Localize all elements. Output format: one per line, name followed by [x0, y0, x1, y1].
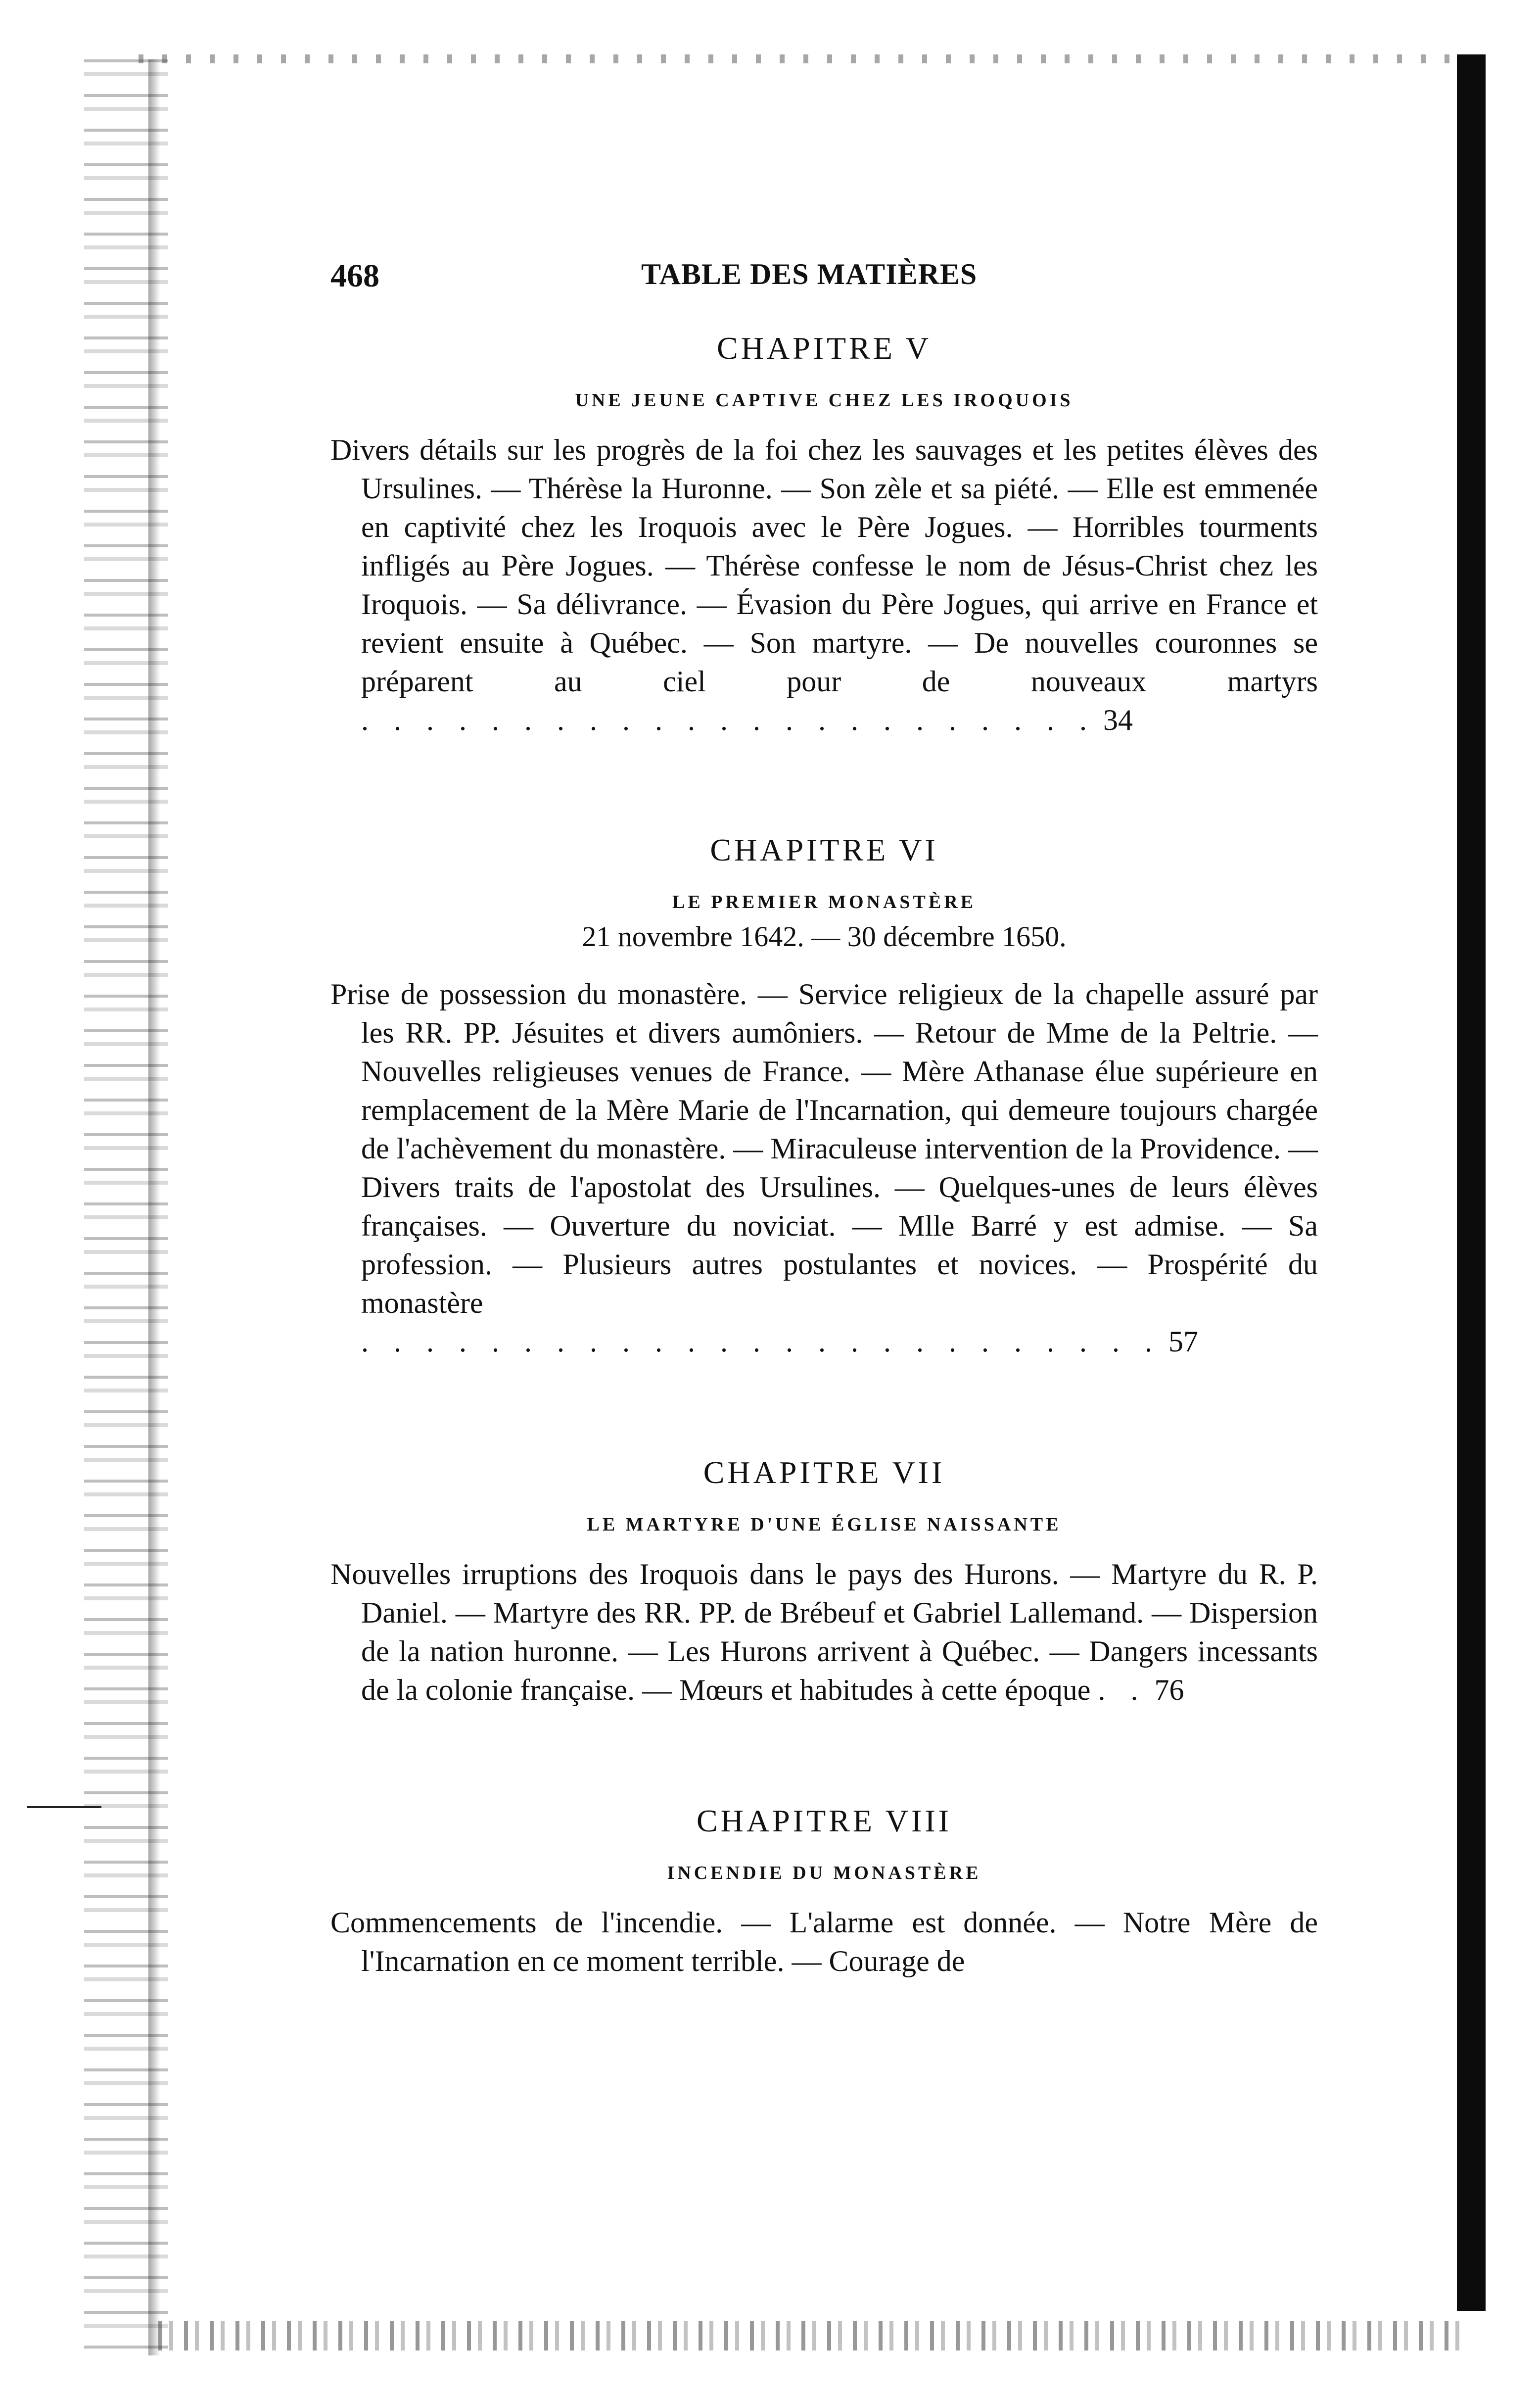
page-reference [361, 704, 1133, 736]
chapter-dates: 21 novembre 1642. — 30 décembre 1650. [582, 920, 1067, 953]
page-reference [361, 1325, 1198, 1358]
chapter-heading: CHAPITRE VI [710, 832, 938, 867]
chapter-summary [330, 1903, 1318, 1980]
chapter-summary [330, 1555, 1318, 1709]
page-reference-number: 34 [1103, 704, 1133, 736]
page-reference [1098, 1674, 1184, 1706]
chapter-heading: CHAPITRE VIII [697, 1803, 952, 1838]
dot-leader: . . . . . . . . . . . . . . . . . . . . . . . [361, 704, 1096, 736]
dot-leader: . . [1098, 1674, 1147, 1706]
chapter-heading: CHAPITRE V [717, 331, 932, 366]
page-number: 468 [330, 258, 379, 294]
running-head [330, 257, 1023, 297]
summary-text: Commencements de l'incendie. — L'alarme est donnée. — Notre Mère de l'Incarnation en ce moment terrible. — Courage de [330, 1906, 1318, 1977]
page-reference-number: 57 [1168, 1325, 1198, 1358]
chapter-summary [330, 431, 1318, 739]
summary-text: Prise de possession du monastère. — Service religieux de la chapelle assuré par les RR. PP. Jésuites et divers aumôniers. — Retour de Mme de la Peltrie. — Nouvelles religieuses venues de France. — Mère Athanase élue supérieure en remplacement de la Mère Marie de l'Incarnation, qui demeure toujours chargée de l'achèvement du monastère. — Miraculeuse intervention de la Providence. — Divers traits de l'apostolat des Ursulines. — Quelques-unes de leurs élèves françaises. — Ouverture du noviciat. — Mlle Barré y est admise. — Sa profession. — Plusieurs autres postulantes et novices. — Prospérité du monastère [330, 978, 1318, 1319]
summary-text: Divers détails sur les progrès de la foi chez les sauvages et les petites élèves des Ursulines. — Thérèse la Huronne. — Son zèle et sa piété. — Elle est emmenée en captivité chez les Iroquois avec le Père Jogues. — Horribles tourments infligés au Père Jogues. — Thérèse confesse le nom de Jésus-Christ chez les Iroquois. — Sa délivrance. — Évasion du Père Jogues, qui arrive en France et revient ensuite à Québec. — Son martyre. — De nouvelles couronnes se préparent au ciel pour de nouveaux martyrs [330, 433, 1318, 698]
summary-text: Nouvelles irruptions des Iroquois dans le pays des Hurons. — Martyre du R. P. Daniel. — Martyre des RR. PP. de Brébeuf et Gabriel Lallemand. — Dispersion de la nation huronne. — Les Hurons arrivent à Québec. — Dangers incessants de la colonie française. — Mœurs et habitudes à cette époque [330, 1558, 1318, 1706]
page-reference-number: 76 [1154, 1674, 1184, 1706]
chapter-7 [330, 1457, 1318, 1709]
dot-leader: . . . . . . . . . . . . . . . . . . . . . . . . . [361, 1325, 1161, 1358]
chapter-5 [330, 333, 1318, 739]
chapter-summary [330, 975, 1318, 1361]
chapter-subtitle: LE MARTYRE D'UNE ÉGLISE NAISSANTE [587, 1514, 1062, 1535]
chapter-8 [330, 1805, 1318, 1980]
chapter-6 [330, 834, 1318, 1361]
chapter-subtitle: LE PREMIER MONASTÈRE [672, 892, 977, 912]
running-title: TABLE DES MATIÈRES [641, 258, 978, 290]
chapter-subtitle: INCENDIE DU MONASTÈRE [667, 1863, 981, 1883]
chapter-heading: CHAPITRE VII [703, 1455, 945, 1490]
chapter-subtitle: UNE JEUNE CAPTIVE CHEZ LES IROQUOIS [575, 390, 1073, 411]
